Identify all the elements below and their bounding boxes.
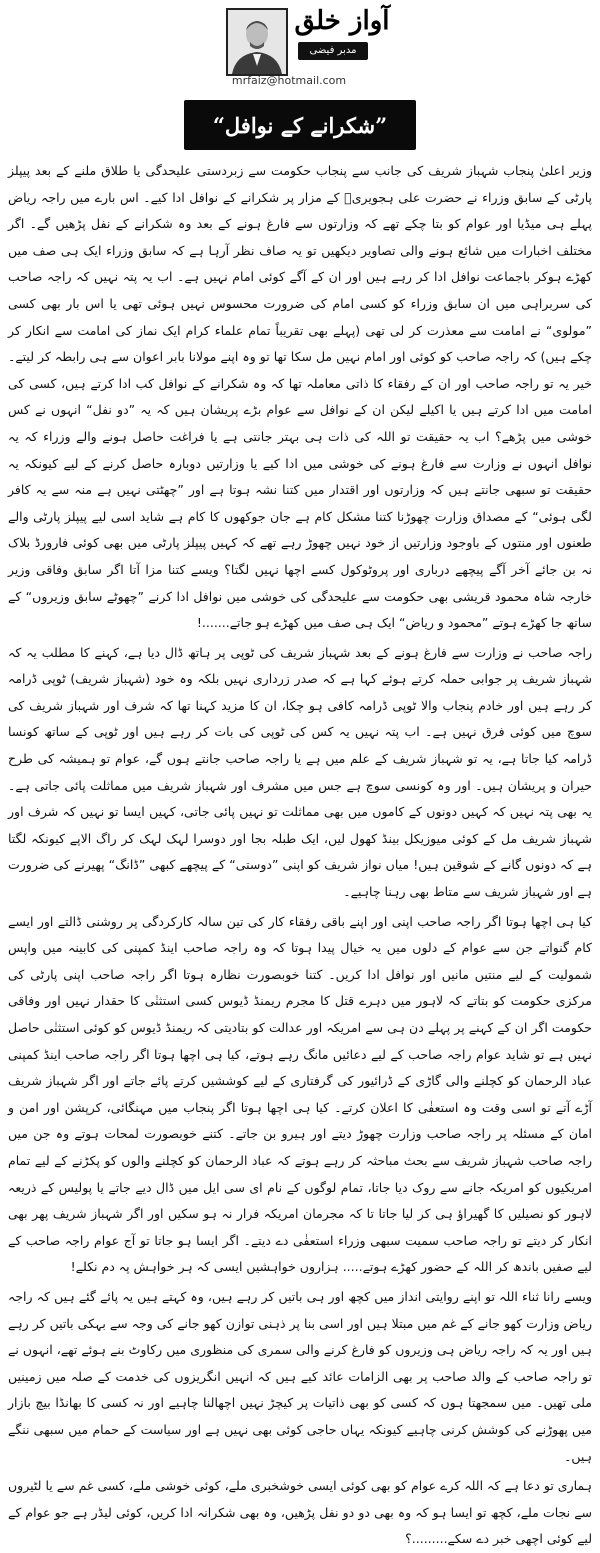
article-title: ”شکرانے کے نوافل“ xyxy=(212,112,388,138)
article-paragraph: راجہ صاحب نے وزارت سے فارغ ہونے کے بعد شہباز شریف کی ٹوپی پر ہاتھ ڈال دیا ہے، کہنے کا مطلب یہ کہ شہباز شریف پر جوابی حملہ کرتے ہوئے کہا ہے کہ صدر زرداری نہیں بلکہ وہ خود (شہباز شریف) ٹوپی ڈرامہ کر رہے ہیں اور خادم پنجاب والا ٹوپی ڈرامہ کافی ہو چکا، ان کا مزید کہنا تھا کہ شرف اور شہباز شریف کی سوچ میں کوئی فرق نہیں ہے۔ اب پتہ نہیں یہ کس کی ٹوپی کی بات کر رہے ہیں اور ٹوپی کے ساتھ کونسا ڈرامہ کیا جاتا ہے، یہ تو شہباز شریف کے علم میں ہے یا راجہ صاحب جانتے ہوں گے، عوام تو ہمیشہ کی طرح حیران و پریشان ہیں۔ اور وہ کونسی سوچ ہے جس میں مشرف اور شہباز شریف میں مماثلت پائی جاتی ہے۔ یہ بھی پتہ نہیں کہ کہیں دونوں کے کاموں میں بھی مماثلت تو نہیں پائی جاتی، کہیں ایسا تو نہیں کہ شرف اور شہباز شریف مل کے کوئی میوزیکل بینڈ کھول لیں، ایک طبلہ بجا اور دوسرا لہک لہک کر راگ الاپے کیونکہ لگتا ہے کہ دونوں گانے کے شوقین ہیں! میاں نواز شریف کو اپنی ”دوستی“ کے پیچھے کبھی ”ڈانگ“ پھیرنے کی ضرورت ہے اور شہباز شریف سے متاط بھی رہنا چاہیے۔ xyxy=(8,644,592,900)
article-paragraph: کیا ہی اچھا ہوتا اگر راجہ صاحب اپنی اور اپنے باقی رفقاء کار کی تین سالہ کارکردگی پر روشنی ڈالتے اور ایسے کام گنواتے جن سے عوام کے دلوں میں یہ خیال پیدا ہوتا کہ وہ راجہ صاحب اینڈ کمپنی کی کابینہ میں واپس شمولیت کے لیے منتیں مانیں اور نوافل ادا کریں۔ کتنا خوبصورت نظارہ ہوتا اگر راجہ صاحب اپنی پارٹی کی مرکزی حکومت کو بتاتے کہ لاہور میں دہرے قتل کا مجرم ریمنڈ ڈیوس کسی استثنٰی کا حقدار نہیں اور وفاقی حکومت اگر ان کے کہنے پر پہلے دن ہی سے امریکہ اور عدالت کو بتادیتی کہ ریمنڈ ڈیوس کو کوئی استثنٰی حاصل نہیں ہے تو شاید عوام راجہ صاحب کے لیے دعائیں مانگ رہے ہوتے، کیا ہی اچھا ہوتا اگر راجہ صاحب اینڈ کمپنی عباد الرحمان کو کچلنے والی گاڑی کے ڈرائیور کی گرفتاری کے لیے کوششیں کرتے پائے جاتے اور اگر شہباز شریف آڑے آتے تو اسی وقت وہ استعفٰی کا اعلان کرتے۔ کیا ہی اچھا ہوتا اگر پنجاب میں مہنگائی، کرپشن اور امن و امان کے مسئلہ پر راجہ صاحب وزارت چھوڑ دیتے اور ہیرو بن جاتے۔ کتنے خوبصورت لمحات ہوتے وہ جن میں راجہ صاحب شہباز شریف سے بحث مباحثہ کر رہے ہوتے کہ عباد الرحمان کو کچلنے والوں کو پکڑنے کے لیے تمام امریکیوں کو امریکہ جانے سے روک دیا جاتا، تمام لوگوں کے نام ای سی ایل میں ڈال دیے جاتے یا پولیس کے ذریعہ لاہور کو نصیلیں کا گھیراؤ ہی کر لیا جاتا تا کہ مجرمان امریکہ فرار نہ ہو سکیں اور اگر شہباز شریف پھر بھی انکار کر دیتے تو راجہ صاحب سمیت سبھی وزراء استعفٰی دے دیتے۔ اگر ایسا ہو جاتا تو آج عوام راجہ صاحب کے لیے صفیں باندھ کر اللہ کے حضور کھڑے ہوتے..... ہزاروں خواہشیں ایسی کہ ہر خواہش پہ دم نکلے! xyxy=(8,913,592,1275)
column-header xyxy=(0,0,600,90)
author-portrait-icon xyxy=(228,10,286,74)
article-title-banner xyxy=(184,100,416,150)
author-photo xyxy=(226,8,288,76)
writer-email: mrfaiz@hotmail.com xyxy=(231,74,347,87)
article-paragraph: وزیر اعلیٰ پنجاب شہباز شریف کی جانب سے پنجاب حکومت سے زبردستی علیحدگی یا طلاق ملنے کے بعد پیپلز پارٹی کے سابق وزراء نے حضرت علی ہجویریؒ کے مزار پر شکرانے کے نوافل ادا کیے۔ اس بارے میں راجہ ریاض پہلے ہی میڈیا اور عوام کو بتا چکے تھے کہ وزارتوں سے فارغ ہونے کے بعد وہ شکرانے کے نفل پڑھیں گے۔ اگر مختلف اخبارات میں شائع ہونے والی تصاویر دیکھیں تو یہ صاف نظر آرہا ہے کہ سابق وزراء ایک ہی صف میں کھڑے ہوکر باجماعت نوافل ادا کر رہے ہیں اور ان کے آگے کوئی امام نہیں ہے۔ اب یہ پتہ نہیں کہ راجہ صاحب کی سربراہی میں ان سابق وزراء کو کسی امام کی ضرورت محسوس نہیں ہوئی تھی یا اس بار بھی کسی ”مولوی“ نے امامت سے معذرت کر لی تھی (پہلے بھی تقریباً تمام علماء کرام ایک نماز کی امامت سے انکار کر چکے ہیں) کہ راجہ صاحب کو کوئی اور امام نہیں مل سکا تھا تو وہ اپنے مولانا بابر اعوان سے ہی رابطہ کر لیتے۔ خیر یہ تو راجہ صاحب اور ان کے رفقاء کا ذاتی معاملہ تھا کہ وہ شکرانے کے نوافل کب ادا کرتے ہیں، کسی کی امامت میں ادا کرتے ہیں یا اکیلے لیکن ان کے نوافل سے عوام بڑے پریشان ہیں کہ یہ ”دو نفل“ انہوں نے کس خوشی میں پڑھے؟ اب یہ حقیقت تو اللہ کی ذات ہی بہتر جانتی ہے یا فراغت حاصل ہونے والے وزراء کہ یہ نوافل انہوں نے وزارت سے فارغ ہونے کی خوشی میں ادا کیے یا وزارتیں دوبارہ حاصل کرنے کے لیے کیونکہ یہ حقیقت تو سبھی جانتے ہیں کہ وزارتوں اور اقتدار میں کتنا نشہ ہوتا ہے اور ”چھٹتی نہیں ہے منہ سے یہ کافر لگی ہوئی“ کے مصداق وزارت چھوڑنا کتنا مشکل کام ہے جان جوکھوں کا کام ہے شاید اسی لیے پیپلز پارٹی والے طعنوں اور منتوں کے باوجود وزارتیں از خود نہیں چھوڑ رہے تھے کہ کہیں پیپلز پارٹی میں بھی کوئی فارورڈ بلاک نہ بن جائے آخر آگے پیچھے درباری اور پروٹوکول کسے اچھا نہیں لگتا؟ ویسے کتنا مزا آتا اگر سابق وفاقی وزیر خارجہ شاہ محمود قریشی بھی حکومت سے علیحدگی کی خوشی میں نوافل ادا کرنے ”چھوٹے سابق وزیروں“ کے ساتھ جا کھڑے ہوتے ”محمود و ریاض“ ایک ہی صف میں کھڑے ہو جاتے.......! xyxy=(8,163,592,631)
article-body xyxy=(8,158,592,1547)
article-paragraph: ویسے رانا ثناء اللہ تو اپنے روایتی انداز میں کچھ اور ہی باتیں کر رہے ہیں، وہ کہتے ہیں یہ پائے گئے ہیں کہ راجہ ریاض وزارت کھو جانے کے غم میں مبتلا ہیں اور اسی بنا پر ذہنی توازن کھو جانے کی وجہ سے بہکی باتیں کر رہے ہیں اور یہ کہ راجہ ریاض ہی وزیروں کو فارغ کرنے والی سمری کی منظوری میں رکاوٹ بنے ہوئے تھے، انہوں نے تو راجہ صاحب کے والد صاحب پر بھی الزامات عائد کیے ہیں کہ انہیں انگریزوں کی خدمت کے صلہ میں زمینیں ملی تھیں۔ میں سمجھتا ہوں کہ کسی کو بھی ذاتیات پر کیچڑ نہیں اچھالنا چاہیے اور نہ کسی کا بھانڈا بیچ بازار میں پھوڑنے کی کوشش کرنی چاہیے کیونکہ یہاں حاجی کوئی بھی نہیں ہے اور سیاست کے حمام میں سبھی ننگے ہیں۔ xyxy=(8,1288,592,1464)
article-paragraph: ہماری تو دعا ہے کہ اللہ کرے عوام کو بھی کوئی ایسی خوشخبری ملے، کوئی خوشی ملے، کسی غم سے یا لٹیروں سے نجات ملے، کچھ تو ایسا ہو کہ وہ بھی دو دو نفل پڑھیں، وہ بھی شکرانہ ادا کریں، کوئی لیڈر ہے جو عوام کے لیے کوئی اچھی خبر دے سکے.........؟ xyxy=(8,1478,592,1547)
writer-name-tag: مدبر فیضی xyxy=(298,42,368,60)
column-name: آواز خلق xyxy=(294,6,390,36)
